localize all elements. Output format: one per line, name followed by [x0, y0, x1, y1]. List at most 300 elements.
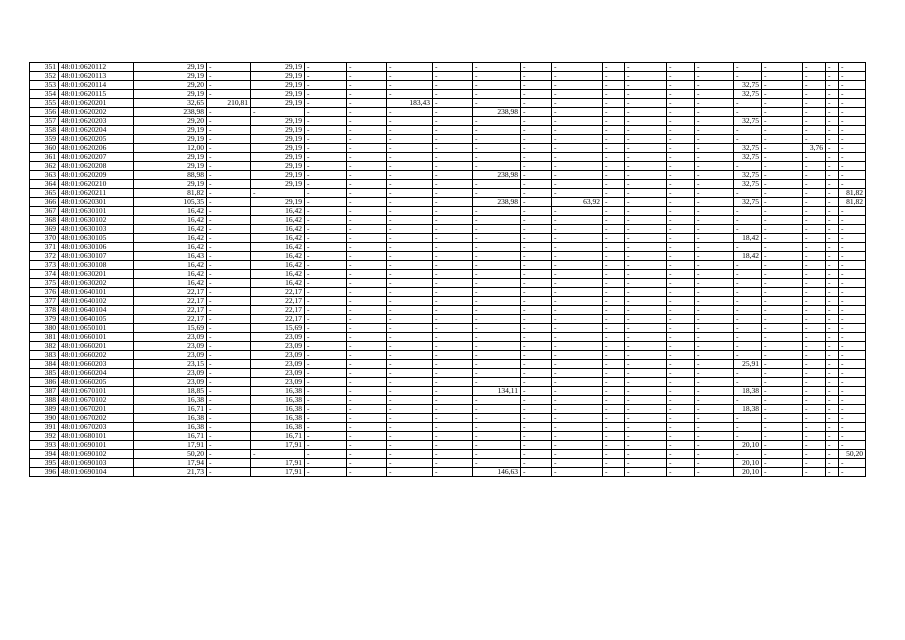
value-cell: - — [603, 261, 625, 270]
table-row — [30, 315, 866, 324]
cadastral-number-cell: 48:01:0640104 — [59, 306, 134, 315]
table-row — [30, 108, 866, 117]
value-cell: - — [387, 252, 433, 261]
value-cell: 22,17 — [251, 306, 305, 315]
table-row — [30, 261, 866, 270]
value-cell: - — [207, 432, 251, 441]
value-cell: - — [826, 414, 839, 423]
table-row — [30, 468, 866, 477]
value-cell: 16,38 — [251, 387, 305, 396]
value-cell: - — [826, 342, 839, 351]
table-row — [30, 387, 866, 396]
value-cell: - — [305, 342, 347, 351]
value-cell: - — [826, 279, 839, 288]
value-cell: 15,69 — [134, 324, 207, 333]
row-number-cell: 367 — [30, 207, 59, 216]
value-cell: 29,19 — [251, 63, 305, 72]
value-cell: - — [667, 108, 695, 117]
value-cell: - — [762, 108, 803, 117]
value-cell: - — [667, 396, 695, 405]
value-cell: - — [803, 117, 826, 126]
value-cell: 29,19 — [251, 180, 305, 189]
cadastral-number-cell: 48:01:0630105 — [59, 234, 134, 243]
value-cell: - — [552, 144, 603, 153]
value-cell: - — [603, 468, 625, 477]
row-number-cell: 388 — [30, 396, 59, 405]
table-row — [30, 90, 866, 99]
cadastral-number-cell: 48:01:0670102 — [59, 396, 134, 405]
value-cell: - — [839, 126, 866, 135]
value-cell: - — [603, 117, 625, 126]
value-cell: - — [803, 378, 826, 387]
value-cell: - — [521, 243, 552, 252]
value-cell: - — [803, 108, 826, 117]
table-row — [30, 243, 866, 252]
value-cell: 23,09 — [134, 351, 207, 360]
value-cell: - — [433, 99, 473, 108]
value-cell: 16,42 — [251, 243, 305, 252]
value-cell: - — [839, 225, 866, 234]
value-cell: - — [473, 459, 521, 468]
value-cell: - — [734, 261, 762, 270]
value-cell: 32,75 — [734, 81, 762, 90]
value-cell: - — [803, 324, 826, 333]
value-cell: - — [826, 306, 839, 315]
value-cell: - — [625, 387, 667, 396]
value-cell: - — [473, 189, 521, 198]
table-row — [30, 351, 866, 360]
value-cell: - — [521, 72, 552, 81]
data-table — [29, 62, 866, 477]
value-cell: - — [803, 279, 826, 288]
value-cell: - — [762, 99, 803, 108]
value-cell: - — [521, 396, 552, 405]
value-cell: - — [625, 189, 667, 198]
value-cell: - — [433, 324, 473, 333]
value-cell: - — [305, 414, 347, 423]
cadastral-number-cell: 48:01:0630201 — [59, 270, 134, 279]
value-cell: - — [695, 207, 734, 216]
value-cell: - — [625, 405, 667, 414]
value-cell: - — [473, 180, 521, 189]
value-cell: - — [305, 126, 347, 135]
cadastral-number-cell: 48:01:0670203 — [59, 423, 134, 432]
value-cell: 29,19 — [134, 63, 207, 72]
value-cell: 16,42 — [251, 207, 305, 216]
value-cell: - — [826, 423, 839, 432]
value-cell: - — [207, 180, 251, 189]
value-cell: - — [803, 225, 826, 234]
row-number-cell: 373 — [30, 261, 59, 270]
value-cell: - — [625, 198, 667, 207]
value-cell: - — [762, 297, 803, 306]
row-number-cell: 393 — [30, 441, 59, 450]
value-cell: - — [803, 342, 826, 351]
value-cell: - — [433, 108, 473, 117]
row-number-cell: 395 — [30, 459, 59, 468]
value-cell: - — [207, 261, 251, 270]
value-cell: - — [552, 153, 603, 162]
value-cell: - — [305, 207, 347, 216]
value-cell: - — [625, 459, 667, 468]
value-cell: 29,19 — [251, 90, 305, 99]
value-cell: - — [433, 369, 473, 378]
value-cell: - — [803, 216, 826, 225]
value-cell: - — [347, 252, 387, 261]
value-cell: - — [839, 99, 866, 108]
value-cell: - — [734, 369, 762, 378]
cadastral-number-cell: 48:01:0620209 — [59, 171, 134, 180]
value-cell: - — [762, 369, 803, 378]
value-cell: 29,20 — [134, 81, 207, 90]
value-cell: - — [473, 315, 521, 324]
value-cell: - — [433, 459, 473, 468]
cadastral-number-cell: 48:01:0630101 — [59, 207, 134, 216]
value-cell: - — [552, 315, 603, 324]
value-cell: - — [667, 459, 695, 468]
value-cell: - — [305, 135, 347, 144]
value-cell: - — [762, 432, 803, 441]
value-cell: - — [603, 423, 625, 432]
value-cell: - — [473, 432, 521, 441]
value-cell: - — [839, 261, 866, 270]
value-cell: - — [305, 252, 347, 261]
value-cell: - — [826, 198, 839, 207]
value-cell: - — [734, 108, 762, 117]
value-cell: - — [625, 81, 667, 90]
value-cell: - — [826, 270, 839, 279]
value-cell: - — [603, 459, 625, 468]
value-cell: - — [762, 423, 803, 432]
value-cell: - — [762, 72, 803, 81]
value-cell: - — [826, 459, 839, 468]
value-cell: - — [826, 450, 839, 459]
value-cell: - — [762, 468, 803, 477]
row-number-cell: 392 — [30, 432, 59, 441]
value-cell: - — [387, 315, 433, 324]
value-cell: - — [347, 405, 387, 414]
value-cell: - — [552, 414, 603, 423]
value-cell: 29,19 — [251, 162, 305, 171]
value-cell: - — [347, 171, 387, 180]
value-cell: - — [433, 270, 473, 279]
value-cell: - — [762, 90, 803, 99]
value-cell: - — [839, 315, 866, 324]
value-cell: - — [839, 207, 866, 216]
value-cell: - — [734, 414, 762, 423]
value-cell: - — [803, 198, 826, 207]
value-cell: - — [552, 369, 603, 378]
value-cell: - — [433, 135, 473, 144]
value-cell: - — [305, 162, 347, 171]
cadastral-number-cell: 48:01:0630103 — [59, 225, 134, 234]
value-cell: - — [826, 207, 839, 216]
value-cell: - — [625, 369, 667, 378]
value-cell: - — [803, 99, 826, 108]
value-cell: - — [625, 333, 667, 342]
value-cell: - — [803, 423, 826, 432]
table-row — [30, 369, 866, 378]
row-number-cell: 386 — [30, 378, 59, 387]
value-cell: - — [826, 360, 839, 369]
value-cell: - — [603, 441, 625, 450]
value-cell: - — [347, 369, 387, 378]
value-cell: - — [625, 378, 667, 387]
value-cell: - — [667, 423, 695, 432]
value-cell: - — [433, 333, 473, 342]
value-cell: - — [803, 234, 826, 243]
value-cell: - — [473, 351, 521, 360]
value-cell: - — [387, 72, 433, 81]
value-cell: 16,43 — [134, 252, 207, 261]
value-cell: - — [433, 468, 473, 477]
value-cell: - — [473, 135, 521, 144]
value-cell: 29,19 — [251, 117, 305, 126]
value-cell: - — [826, 297, 839, 306]
value-cell: - — [695, 297, 734, 306]
row-number-cell: 372 — [30, 252, 59, 261]
value-cell: - — [552, 306, 603, 315]
value-cell: - — [803, 441, 826, 450]
value-cell: - — [207, 288, 251, 297]
value-cell: - — [603, 351, 625, 360]
value-cell: - — [695, 369, 734, 378]
value-cell: - — [473, 153, 521, 162]
value-cell: - — [762, 207, 803, 216]
value-cell: - — [521, 270, 552, 279]
value-cell: - — [251, 189, 305, 198]
value-cell: - — [347, 360, 387, 369]
value-cell: - — [473, 288, 521, 297]
value-cell: - — [803, 261, 826, 270]
value-cell: - — [803, 171, 826, 180]
value-cell: - — [473, 369, 521, 378]
value-cell: - — [552, 180, 603, 189]
value-cell: - — [667, 405, 695, 414]
value-cell: - — [305, 324, 347, 333]
value-cell: - — [625, 261, 667, 270]
value-cell: - — [839, 288, 866, 297]
value-cell: - — [667, 117, 695, 126]
value-cell: - — [347, 333, 387, 342]
value-cell: - — [839, 369, 866, 378]
value-cell: - — [762, 153, 803, 162]
value-cell: - — [603, 252, 625, 261]
value-cell: - — [762, 414, 803, 423]
value-cell: - — [603, 369, 625, 378]
value-cell: 16,38 — [134, 423, 207, 432]
value-cell: 29,19 — [251, 81, 305, 90]
value-cell: - — [625, 414, 667, 423]
value-cell: - — [803, 369, 826, 378]
value-cell: 12,00 — [134, 144, 207, 153]
value-cell: - — [734, 396, 762, 405]
value-cell: - — [305, 81, 347, 90]
value-cell: - — [521, 432, 552, 441]
value-cell: - — [305, 333, 347, 342]
value-cell: - — [552, 90, 603, 99]
value-cell: - — [521, 360, 552, 369]
row-number-cell: 369 — [30, 225, 59, 234]
value-cell: - — [207, 369, 251, 378]
value-cell: - — [734, 315, 762, 324]
value-cell: - — [625, 63, 667, 72]
cadastral-number-cell: 48:01:0660203 — [59, 360, 134, 369]
value-cell: - — [305, 423, 347, 432]
value-cell: - — [826, 126, 839, 135]
row-number-cell: 379 — [30, 315, 59, 324]
value-cell: - — [207, 297, 251, 306]
cadastral-number-cell: 48:01:0680101 — [59, 432, 134, 441]
value-cell: 32,75 — [734, 180, 762, 189]
value-cell: 16,38 — [251, 423, 305, 432]
cadastral-number-cell: 48:01:0620113 — [59, 72, 134, 81]
value-cell: - — [305, 72, 347, 81]
value-cell: - — [762, 306, 803, 315]
value-cell: - — [207, 135, 251, 144]
value-cell: - — [603, 270, 625, 279]
value-cell: - — [625, 423, 667, 432]
value-cell: - — [803, 432, 826, 441]
value-cell: - — [839, 387, 866, 396]
value-cell: 32,75 — [734, 198, 762, 207]
value-cell: - — [603, 99, 625, 108]
value-cell: - — [667, 261, 695, 270]
value-cell: 22,17 — [134, 297, 207, 306]
value-cell: - — [521, 216, 552, 225]
value-cell: - — [625, 144, 667, 153]
row-number-cell: 359 — [30, 135, 59, 144]
value-cell: - — [839, 216, 866, 225]
value-cell: - — [839, 171, 866, 180]
value-cell: - — [667, 306, 695, 315]
value-cell: - — [695, 405, 734, 414]
value-cell: - — [734, 288, 762, 297]
row-number-cell: 376 — [30, 288, 59, 297]
value-cell: - — [667, 153, 695, 162]
value-cell: - — [521, 126, 552, 135]
value-cell: - — [667, 135, 695, 144]
value-cell: 16,42 — [251, 261, 305, 270]
value-cell: - — [603, 171, 625, 180]
value-cell: - — [625, 270, 667, 279]
row-number-cell: 360 — [30, 144, 59, 153]
value-cell: - — [433, 207, 473, 216]
value-cell: - — [762, 189, 803, 198]
value-cell: - — [762, 117, 803, 126]
value-cell: - — [603, 108, 625, 117]
value-cell: 23,09 — [134, 342, 207, 351]
value-cell: - — [603, 324, 625, 333]
value-cell: - — [625, 225, 667, 234]
value-cell: - — [251, 108, 305, 117]
value-cell: - — [762, 396, 803, 405]
value-cell: 18,85 — [134, 387, 207, 396]
value-cell: - — [603, 342, 625, 351]
cadastral-number-cell: 48:01:0640102 — [59, 297, 134, 306]
row-number-cell: 362 — [30, 162, 59, 171]
value-cell: 16,42 — [251, 225, 305, 234]
value-cell: - — [387, 378, 433, 387]
value-cell: - — [734, 243, 762, 252]
value-cell: - — [803, 90, 826, 99]
value-cell: - — [473, 90, 521, 99]
value-cell: - — [521, 387, 552, 396]
cadastral-number-cell: 48:01:0620201 — [59, 99, 134, 108]
cadastral-number-cell: 48:01:0670201 — [59, 405, 134, 414]
value-cell: - — [762, 405, 803, 414]
value-cell: - — [667, 162, 695, 171]
value-cell: - — [521, 423, 552, 432]
value-cell: - — [839, 90, 866, 99]
value-cell: - — [667, 369, 695, 378]
row-number-cell: 384 — [30, 360, 59, 369]
value-cell: - — [207, 144, 251, 153]
cadastral-number-cell: 48:01:0690101 — [59, 441, 134, 450]
value-cell: - — [387, 324, 433, 333]
value-cell: - — [207, 405, 251, 414]
row-number-cell: 357 — [30, 117, 59, 126]
value-cell: - — [347, 414, 387, 423]
value-cell: - — [603, 243, 625, 252]
value-cell: 29,19 — [251, 135, 305, 144]
value-cell: - — [625, 234, 667, 243]
value-cell: - — [625, 216, 667, 225]
value-cell: - — [433, 351, 473, 360]
value-cell: - — [603, 63, 625, 72]
value-cell: - — [521, 234, 552, 243]
value-cell: - — [826, 180, 839, 189]
value-cell: - — [347, 378, 387, 387]
value-cell: - — [207, 234, 251, 243]
value-cell: - — [305, 117, 347, 126]
row-number-cell: 380 — [30, 324, 59, 333]
row-number-cell: 390 — [30, 414, 59, 423]
value-cell: - — [387, 423, 433, 432]
row-number-cell: 364 — [30, 180, 59, 189]
value-cell: - — [667, 288, 695, 297]
value-cell: - — [473, 144, 521, 153]
row-number-cell: 353 — [30, 81, 59, 90]
value-cell: - — [826, 216, 839, 225]
value-cell: 16,38 — [134, 414, 207, 423]
value-cell: - — [521, 441, 552, 450]
value-cell: - — [387, 369, 433, 378]
value-cell: - — [433, 414, 473, 423]
value-cell: - — [552, 99, 603, 108]
value-cell: - — [839, 351, 866, 360]
value-cell: - — [826, 396, 839, 405]
value-cell: - — [667, 99, 695, 108]
value-cell: - — [347, 324, 387, 333]
value-cell: - — [552, 252, 603, 261]
value-cell: 29,19 — [251, 144, 305, 153]
value-cell: - — [762, 333, 803, 342]
value-cell: - — [387, 225, 433, 234]
value-cell: - — [473, 162, 521, 171]
value-cell: - — [826, 81, 839, 90]
value-cell: - — [734, 423, 762, 432]
value-cell: - — [347, 459, 387, 468]
cadastral-number-cell: 48:01:0640105 — [59, 315, 134, 324]
value-cell: - — [803, 63, 826, 72]
cadastral-number-cell: 48:01:0620206 — [59, 144, 134, 153]
value-cell: - — [521, 225, 552, 234]
value-cell: - — [207, 324, 251, 333]
value-cell: - — [603, 405, 625, 414]
value-cell: - — [734, 225, 762, 234]
value-cell: - — [473, 405, 521, 414]
